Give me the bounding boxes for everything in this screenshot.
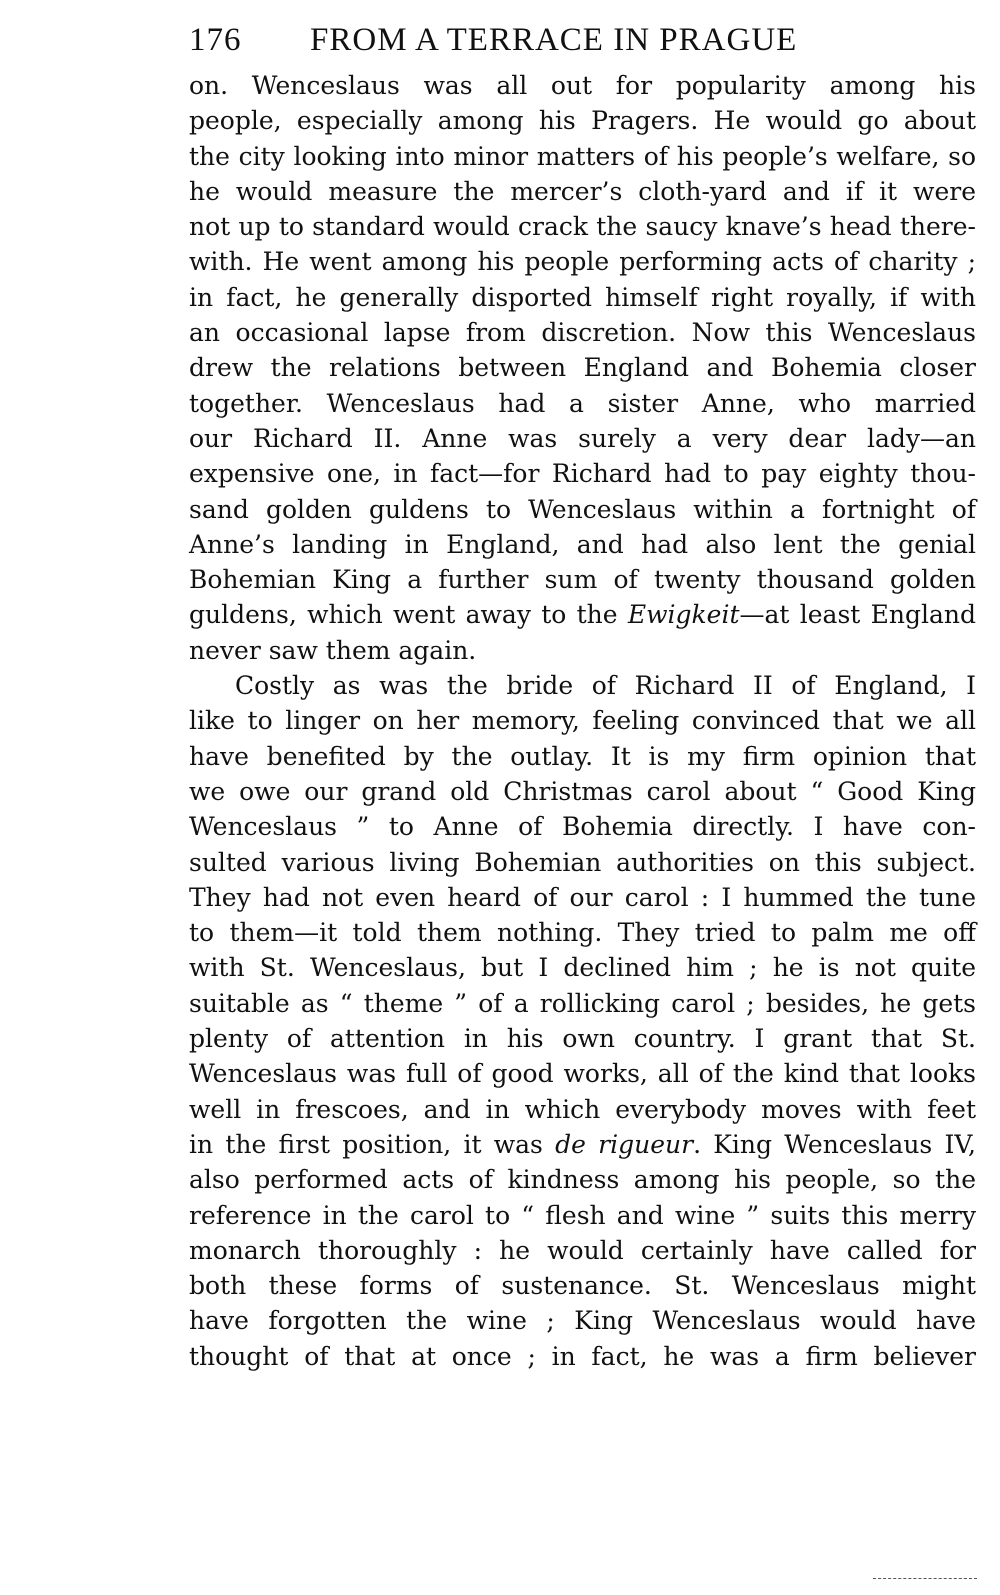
italic-word: Ewigkeit bbox=[627, 600, 740, 630]
text-line: They had not even heard of our carol : I hummed the tune bbox=[189, 882, 976, 912]
text-line: monarch thoroughly : he would certainly have called for bbox=[189, 1235, 976, 1265]
text-line: sand golden guldens to Wenceslaus within a fortnight of bbox=[189, 494, 976, 524]
text-segment: in the first position, it was bbox=[189, 1129, 543, 1159]
text-line-mixed bbox=[189, 597, 976, 632]
text-line: drew the relations between England and Bohemia closer bbox=[189, 353, 976, 383]
text-line: never saw them again. bbox=[189, 635, 477, 665]
text-line: sulted various living Bohemian authorities on this subject. bbox=[189, 847, 976, 877]
text-line: together. Wenceslaus had a sister Anne, who married bbox=[189, 388, 976, 418]
text-line: with St. Wenceslaus, but I declined him ; he is not quite bbox=[189, 953, 976, 983]
paragraph-2 bbox=[189, 668, 976, 1374]
paragraph-1 bbox=[189, 68, 976, 668]
text-line: both these forms of sustenance. St. Wenceslaus might bbox=[189, 1271, 976, 1301]
footer-rule bbox=[873, 1578, 977, 1579]
text-line: also performed acts of kindness among his people, so the bbox=[189, 1165, 976, 1195]
text-line: in fact, he generally disported himself right royally, if with bbox=[189, 282, 976, 312]
text-line: well in frescoes, and in which everybody moves with feet bbox=[189, 1094, 976, 1124]
text-line: people, especially among his Pragers. He would go about bbox=[189, 106, 976, 136]
book-page bbox=[189, 20, 976, 1374]
text-line: Costly as was the bride of Richard II of England, I bbox=[235, 671, 976, 701]
text-line: thought of that at once ; in fact, he was a firm believer bbox=[189, 1341, 976, 1371]
text-line: our Richard II. Anne was surely a very dear lady—an bbox=[189, 423, 976, 453]
running-head-title: FROM A TERRACE IN PRAGUE bbox=[310, 22, 798, 58]
text-line: expensive one, in fact—for Richard had to pay eighty thou- bbox=[189, 459, 976, 489]
text-line: have forgotten the wine ; King Wenceslaus would have bbox=[189, 1306, 976, 1336]
text-line: he would measure the mercer’s cloth-yard and if it were bbox=[189, 176, 976, 206]
running-head bbox=[189, 20, 976, 68]
text-line: like to linger on her memory, feeling convinced that we all bbox=[189, 706, 976, 736]
text-line: not up to standard would crack the saucy knave’s head there- bbox=[189, 212, 976, 242]
text-segment: —at least England bbox=[739, 600, 976, 630]
text-line-mixed bbox=[189, 1127, 976, 1162]
page-number: 176 bbox=[189, 22, 242, 58]
text-line: with. He went among his people performing acts of charity ; bbox=[189, 247, 976, 277]
italic-word: de rigueur bbox=[555, 1129, 694, 1159]
text-line: the city looking into minor matters of his people’s welfare, so bbox=[189, 141, 976, 171]
text-line: have benefited by the outlay. It is my firm opinion that bbox=[189, 741, 976, 771]
text-line: on. Wenceslaus was all out for popularity among his bbox=[189, 71, 976, 100]
text-line: Wenceslaus was full of good works, all of the kind that looks bbox=[189, 1059, 976, 1089]
text-line: Anne’s landing in England, and had also lent the genial bbox=[189, 529, 976, 559]
text-line: an occasional lapse from discretion. Now this Wenceslaus bbox=[189, 318, 976, 348]
text-line: suitable as “ theme ” of a rollicking carol ; besides, he gets bbox=[189, 988, 976, 1018]
text-line: we owe our grand old Christmas carol about “ Good King bbox=[189, 776, 976, 806]
text-line: Wenceslaus ” to Anne of Bohemia directly. I have con- bbox=[189, 812, 976, 842]
text-line: Bohemian King a further sum of twenty thousand golden bbox=[189, 565, 976, 595]
body-text bbox=[189, 68, 976, 1374]
text-line: plenty of attention in his own country. I grant that St. bbox=[189, 1024, 976, 1054]
text-segment: guldens, which went away to the bbox=[189, 600, 618, 630]
text-line: to them—it told them nothing. They tried to palm me off bbox=[189, 918, 976, 948]
text-line: reference in the carol to “ flesh and wine ” suits this merry bbox=[189, 1200, 976, 1230]
text-segment: . King Wenceslaus IV, bbox=[693, 1129, 976, 1159]
